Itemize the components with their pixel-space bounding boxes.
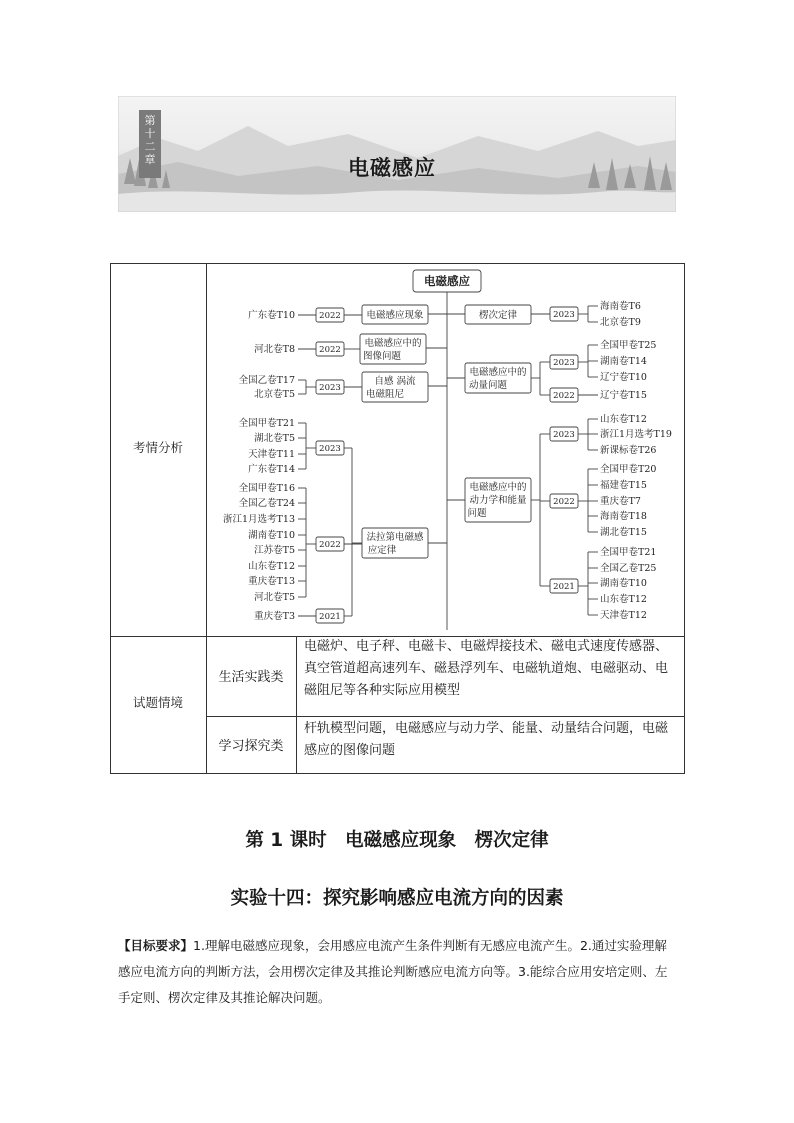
source-left: 全国乙卷T24 [238,498,295,509]
source-right: 山东卷T12 [600,414,647,425]
source-right: 浙江1月选考T19 [600,429,672,440]
goal-text: 1.理解电磁感应现象，会用感应电流产生条件判断有无感应电流产生。2.通过实验理解感应电流方向的判断方法，会用楞次定律及其推论判断感应电流方向等。3.能综合应用安培定则、左手定则、楞次定律及其推论解决问题。 [118,938,668,1005]
source-right: 福建卷T15 [600,480,647,491]
topic-selfinduction-line2: 电磁阻尼 [365,389,405,400]
source-right: 湖南卷T10 [600,578,647,589]
source-left: 重庆卷T13 [248,576,295,587]
lesson-title: 第 1 课时 电磁感应现象 楞次定律 [245,830,549,851]
goal-label: 【目标要求】 [118,938,194,953]
source-right: 北京卷T9 [600,317,641,328]
life-practice-label: 生活实践类 [218,670,284,685]
source-right: 湖南卷T14 [600,356,647,367]
year-right-6: 2021 [553,582,575,592]
source-right: 全国甲卷T25 [600,340,657,351]
source-left: 北京卷T5 [254,389,295,400]
source-left: 河北卷T5 [254,592,295,603]
topic-selfinduction-line1: 自感 涡流 [374,376,416,387]
source-left: 全国乙卷T17 [238,375,295,386]
source-right: 全国甲卷T20 [600,464,657,475]
mindmap-root: 电磁感应 [424,274,470,288]
year-right-4: 2023 [553,430,575,440]
chapter-title: 电磁感应 [348,156,436,180]
topic-graph-line1: 电磁感应中的 [364,338,422,349]
source-right: 重庆卷T7 [600,496,641,507]
year-left-4: 2023 [319,444,341,454]
source-left: 全国甲卷T21 [238,418,295,429]
source-left: 广东卷T14 [248,464,295,475]
source-left: 湖南卷T10 [248,530,295,541]
source-right: 全国乙卷T25 [600,563,657,574]
life-practice-text: 电磁炉、电子秤、电磁卡、电磁焊接技术、磁电式速度传感器、真空管道超高速列车、磁悬浮列车、电磁轨道炮、电磁驱动、电磁阻尼等各种实际应用模型 [304,639,669,698]
source-left: 山东卷T12 [248,561,295,572]
source-left: 重庆卷T3 [254,611,295,622]
year-right-2: 2023 [553,358,575,368]
source-left: 河北卷T8 [254,344,295,355]
year-left-3: 2023 [319,383,341,393]
year-right-1: 2023 [553,310,575,320]
topic-momentum-line1: 电磁感应中的 [469,367,527,378]
goal-paragraph [118,933,678,1011]
topic-graph-line2: 图像问题 [362,351,402,362]
source-right: 辽宁卷T15 [600,390,647,401]
source-left: 江苏卷T5 [254,545,295,556]
lesson-subtitle: 实验十四：探究影响感应电流方向的因素 [230,888,564,909]
source-right: 全国甲卷T21 [600,547,657,558]
topic-lenz: 楞次定律 [478,310,518,321]
source-left: 广东卷T10 [248,310,295,321]
year-right-3: 2022 [553,391,575,401]
row-label-context: 试题情境 [132,695,183,710]
source-right: 天津卷T12 [600,610,647,621]
source-left: 天津卷T11 [248,449,295,460]
topic-faraday-line2: 应定律 [367,545,397,556]
year-left-1: 2022 [319,311,341,321]
year-left-2: 2022 [319,345,341,355]
source-left: 湖北卷T5 [254,433,295,444]
source-right: 海南卷T6 [600,301,641,312]
chapter-number: 第十二章 [144,114,156,166]
chapter-tag [139,110,161,178]
year-left-5: 2022 [319,540,341,550]
topic-faraday-line1: 法拉第电磁感 [366,532,424,543]
source-right: 山东卷T12 [600,594,647,605]
knowledge-mindmap [206,264,684,636]
study-explore-label: 学习探究类 [218,739,284,754]
year-left-6: 2021 [319,612,341,622]
source-right: 辽宁卷T10 [600,372,647,383]
topic-dynamics-line1: 电磁感应中的 [469,482,527,493]
topic-momentum-line2: 动量问题 [468,380,508,391]
source-right: 海南卷T18 [600,511,647,522]
row-label-analysis: 考情分析 [132,440,183,455]
study-explore-text: 杆轨模型问题，电磁感应与动力学、能量、动量结合问题，电磁感应的图像问题 [304,721,669,758]
source-left: 全国甲卷T16 [238,483,295,494]
source-right: 湖北卷T15 [600,527,647,538]
topic-phenomenon: 电磁感应现象 [366,310,424,321]
source-left: 浙江1月选考T13 [223,514,295,525]
year-right-5: 2022 [553,497,575,507]
source-right: 新课标卷T26 [600,445,657,456]
topic-dynamics-line3: 问题 [467,508,487,519]
topic-dynamics-line2: 动力学和能量 [469,495,527,506]
